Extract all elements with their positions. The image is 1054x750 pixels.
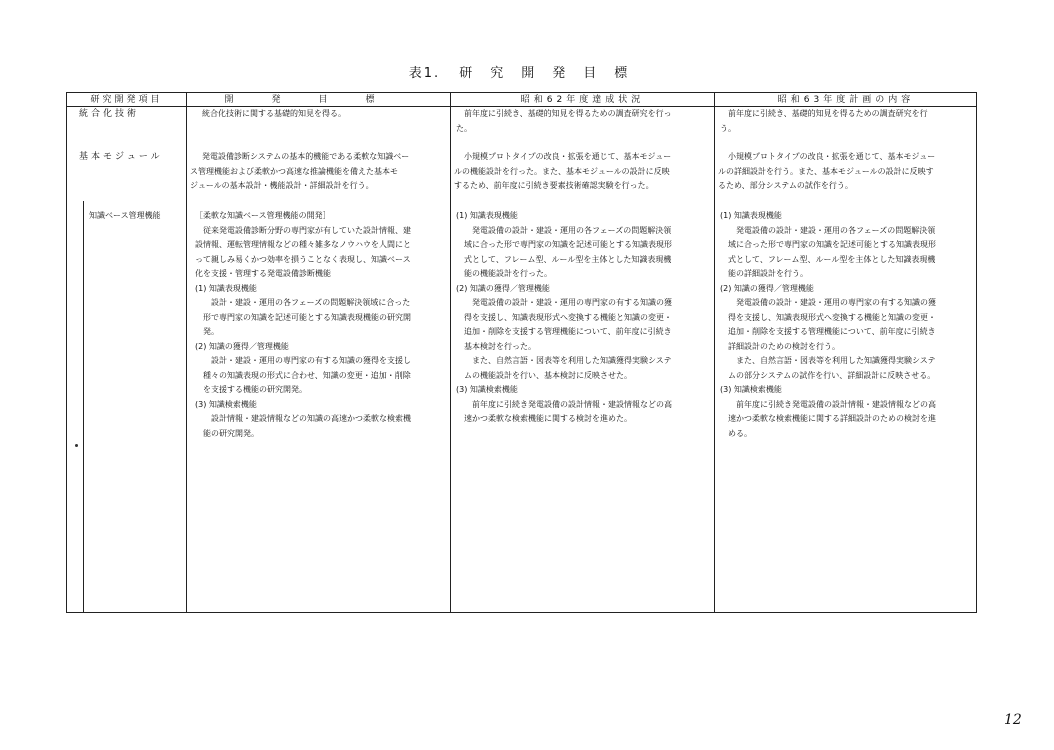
- text-line: (2) 知識の獲得／管理機能: [195, 341, 289, 351]
- text-line: 設計情報・建設情報などの知識の高速かつ柔軟な検索機: [195, 414, 411, 423]
- text-line: ムの機能設計を行い、基本検討に反映させた。: [456, 370, 632, 380]
- table-title: 研究開発目標: [459, 66, 646, 81]
- column-divider: [714, 93, 715, 612]
- header-item: 研究開発項目: [90, 95, 163, 105]
- text-line: 従来発電設備診断分野の専門家が有していた設計情報、建: [195, 225, 411, 235]
- text-line: 種々の知識表現の形式に合わせ、知識の変更・追加・削除: [195, 370, 411, 380]
- text-line: ス管理機能および柔軟かつ高速な推論機能を備えた基本モ: [190, 166, 398, 176]
- text-line: (2) 知識の獲得／管理機能: [720, 283, 814, 293]
- text-line: するため、前年度に引続き要素技術確認実験を行った。: [454, 181, 654, 190]
- row-status-knowledge-base: [456, 209, 672, 427]
- row-status-integration: [456, 107, 672, 136]
- row-item-knowledge-base: 知識ベース管理機能: [89, 211, 161, 220]
- row-goal-knowledge-base: [195, 209, 411, 441]
- row-item-integration: 統合化技術: [79, 109, 140, 119]
- text-line: 式として、フレーム型、ルール型を主体とした知識表現機: [720, 254, 936, 264]
- text-line: ジュールの基本設計・機能設計・詳細設計を行う。: [190, 181, 374, 190]
- text-line: ルの機能設計を行った。また、基本モジュールの設計に反映: [454, 166, 670, 176]
- page-number: 12: [1004, 712, 1022, 728]
- text-line: 発電設備の設計・建設・運用の専門家の有する知識の獲: [456, 298, 672, 307]
- text-line: また、自然言語・図表等を利用した知識獲得実験システ: [456, 356, 672, 365]
- page-title: [0, 62, 1054, 81]
- text-line: (2) 知識の獲得／管理機能: [456, 283, 550, 293]
- text-line: 前年度に引続き発電設備の設計情報・建設情報などの高: [456, 399, 672, 409]
- scan-speck: [75, 444, 78, 447]
- text-line: 化を支援・管理する発電設備診断機能: [195, 269, 331, 278]
- row-goal-integration: [202, 107, 346, 122]
- row-status-basic-module: [454, 150, 671, 194]
- text-line: 速かつ柔軟な検索機能に関する詳細設計のための検討を進: [720, 414, 936, 423]
- header-status-s62: 昭和62年度達成状況: [520, 95, 645, 105]
- text-line: 速かつ柔軟な検索機能に関する検討を進めた。: [456, 414, 632, 423]
- text-line: 得を支援し、知識表現形式へ変換する機能と知識の変更・: [456, 312, 672, 322]
- table-label: 表1.: [408, 66, 441, 81]
- header-plan-s63: 昭和63年度計画の内容: [777, 95, 915, 105]
- text-line: 発電設備診断システムの基本的機能である柔軟な知識ベー: [202, 152, 410, 161]
- text-line: 前年度に引続き、基礎的知見を得るための調査研究を行: [728, 109, 928, 118]
- text-line: 基本検討を行った。: [456, 341, 536, 351]
- text-line: 域に合った形で専門家の知識を記述可能とする知識表現形: [720, 240, 936, 249]
- text-line: う。: [720, 123, 736, 133]
- text-line: 統合化技術に関する基礎的知見を得る。: [202, 109, 346, 118]
- column-divider: [186, 93, 187, 612]
- row-plan-integration: [720, 107, 928, 136]
- row-plan-knowledge-base: [720, 209, 936, 441]
- text-line: を支援する機能の研究開発。: [195, 385, 307, 394]
- text-line: 追加・削除を支援する管理機能について、前年度に引続き: [720, 327, 936, 336]
- research-goals-table: [66, 92, 977, 613]
- text-line: また、自然言語・図表等を利用した知識獲得実験システ: [720, 356, 936, 365]
- text-line: 発。: [195, 327, 219, 336]
- text-line: 詳細設計のための検討を行う。: [720, 341, 840, 351]
- text-line: 設情報、運転管理情報などの種々雑多なノウハウを人間にと: [195, 240, 411, 249]
- text-line: 小規模プロトタイプの改良・拡張を通じて、基本モジュー: [728, 152, 936, 161]
- text-line: (1) 知識表現機能: [195, 283, 257, 293]
- text-line: 域に合った形で専門家の知識を記述可能とする知識表現形: [456, 240, 672, 249]
- text-line: 前年度に引続き発電設備の設計情報・建設情報などの高: [720, 399, 936, 409]
- row-item-basic-module: 基本モジュール: [79, 152, 163, 162]
- column-divider: [450, 93, 451, 612]
- text-line: るため、部分システムの試作を行う。: [718, 181, 853, 190]
- text-line: って親しみ易くかつ効率を損うことなく表現し、知識ベース: [195, 254, 411, 264]
- text-line: 設計・建設・運用の専門家の有する知識の獲得を支援し: [195, 356, 411, 365]
- text-line: 能の機能設計を行った。: [456, 269, 552, 278]
- text-line: 小規模プロトタイプの改良・拡張を通じて、基本モジュー: [464, 152, 672, 161]
- text-line: 発電設備の設計・建設・運用の各フェーズの問題解決領: [456, 225, 672, 235]
- text-line: 能の詳細設計を行う。: [720, 269, 808, 278]
- text-line: 設計・建設・運用の各フェーズの問題解決領域に合った: [195, 298, 411, 307]
- sub-item-bracket: [83, 201, 84, 612]
- text-line: ルの詳細設計を行う。また、基本モジュールの設計に反映す: [718, 166, 934, 176]
- text-line: (1) 知識表現機能: [456, 211, 518, 220]
- text-line: める。: [720, 428, 752, 438]
- text-line: 前年度に引続き、基礎的知見を得るための調査研究を行っ: [464, 109, 672, 118]
- text-line: ムの部分システムの試作を行い、詳細設計に反映させる。: [720, 370, 936, 380]
- text-line: (3) 知識検索機能: [456, 385, 518, 394]
- text-line: ［柔軟な知識ベース管理機能の開発］: [195, 211, 331, 220]
- text-line: 発電設備の設計・建設・運用の専門家の有する知識の獲: [720, 298, 936, 307]
- text-line: た。: [456, 123, 472, 133]
- text-line: 形で専門家の知識を記述可能とする知識表現機能の研究開: [195, 312, 411, 322]
- text-line: (1) 知識表現機能: [720, 211, 782, 220]
- text-line: 能の研究開発。: [195, 428, 259, 438]
- row-goal-basic-module: [190, 150, 409, 194]
- text-line: 得を支援し、知識表現形式へ変換する機能と知識の変更・: [720, 312, 936, 322]
- text-line: (3) 知識検索機能: [720, 385, 782, 394]
- text-line: (3) 知識検索機能: [195, 399, 257, 409]
- text-line: 式として、フレーム型、ルール型を主体とした知識表現機: [456, 254, 672, 264]
- header-goal: 開発目標: [224, 95, 413, 105]
- text-line: 発電設備の設計・建設・運用の各フェーズの問題解決領: [720, 225, 936, 235]
- row-plan-basic-module: [718, 150, 935, 194]
- text-line: 追加・削除を支援する管理機能について、前年度に引続き: [456, 327, 672, 336]
